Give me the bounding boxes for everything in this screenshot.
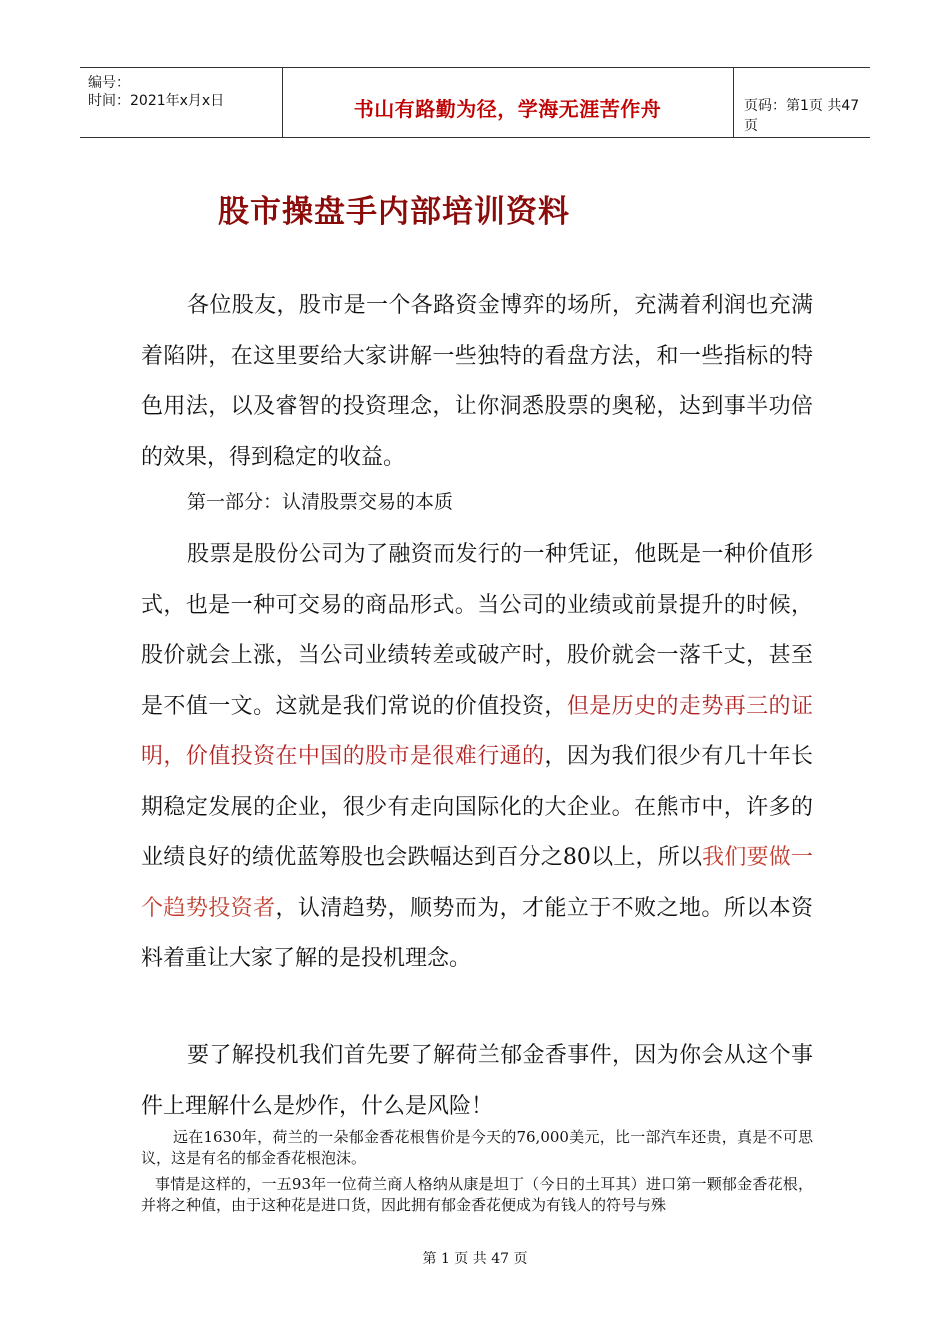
intro-paragraph: 各位股友，股市是一个各路资金博弈的场所，充满着利润也充满着陷阱，在这里要给大家讲解一些独特的看盘方法，和一些指标的特色用法，以及睿智的投资理念，让你洞悉股票的奥秘，达到事半功倍的效果，得到稳定的收益。 [141, 293, 813, 470]
highlight-text: 但是历史的走势再三的证明，价值投资在中国的股市是很难行通的 [141, 693, 813, 769]
paragraph-text: ，认清趋势，顺势而为，才能立于不败之地。所以本资料着重让大家了解的是投机理念。 [141, 895, 813, 971]
paragraph-text: 股票是股份公司为了融资而发行的一种凭证，他既是一种价值形式，也是一种可交易的商品形式。当公司的业绩或前景提升的时候，股价就会上涨，当公司业绩转差或破产时，股价就会一落千丈，甚至是不值一文。这就是我们常说的价值投资， [141, 542, 813, 719]
tulip-paragraph-1: 远在1630年，荷兰的一朵郁金香花根售价是今天的76,000美元，比一部汽车还贵，真是不可思议，这是有名的郁金香花根泡沫。 [141, 1128, 813, 1167]
page-info: 页码：第1页 共47页 [744, 98, 860, 134]
header-left-cell [80, 68, 283, 137]
tulip-intro-paragraph: 要了解投机我们首先要了解荷兰郁金香事件，因为你会从这个事件上理解什么是炒作，什么是风险！ [141, 1043, 813, 1119]
header-table [80, 67, 870, 138]
section-heading: 第一部分：认清股票交易的本质 [187, 491, 454, 513]
motto: 书山有路勤为径，学海无涯苦作舟 [353, 97, 662, 121]
page-footer: 第 1 页 共 47 页 [422, 1251, 528, 1267]
time-label: 时间：2021年x月x日 [88, 93, 225, 109]
stock-essence-paragraph [141, 530, 813, 985]
header-right-cell [734, 68, 870, 137]
document-title: 股市操盘手内部培训资料 [218, 194, 570, 230]
paragraph-text: ，因为我们很少有几十年长期稳定发展的企业，很少有走向国际化的大企业。在熊市中，许多的业绩良好的绩优蓝筹股也会跌幅达到百分之80以上，所以 [141, 744, 813, 870]
tulip-paragraph-2: 事情是这样的，一五93年一位荷兰商人格纳从康是坦丁（今日的土耳其）进口第一颗郁金香花根，并将之种值，由于这种花是进口货，因此拥有郁金香花便成为有钱人的符号与殊 [141, 1175, 813, 1214]
number-label: 编号： [88, 75, 130, 91]
header-middle-cell [282, 68, 734, 137]
highlight-text: 我们要做一个趋势投资者 [141, 845, 813, 921]
